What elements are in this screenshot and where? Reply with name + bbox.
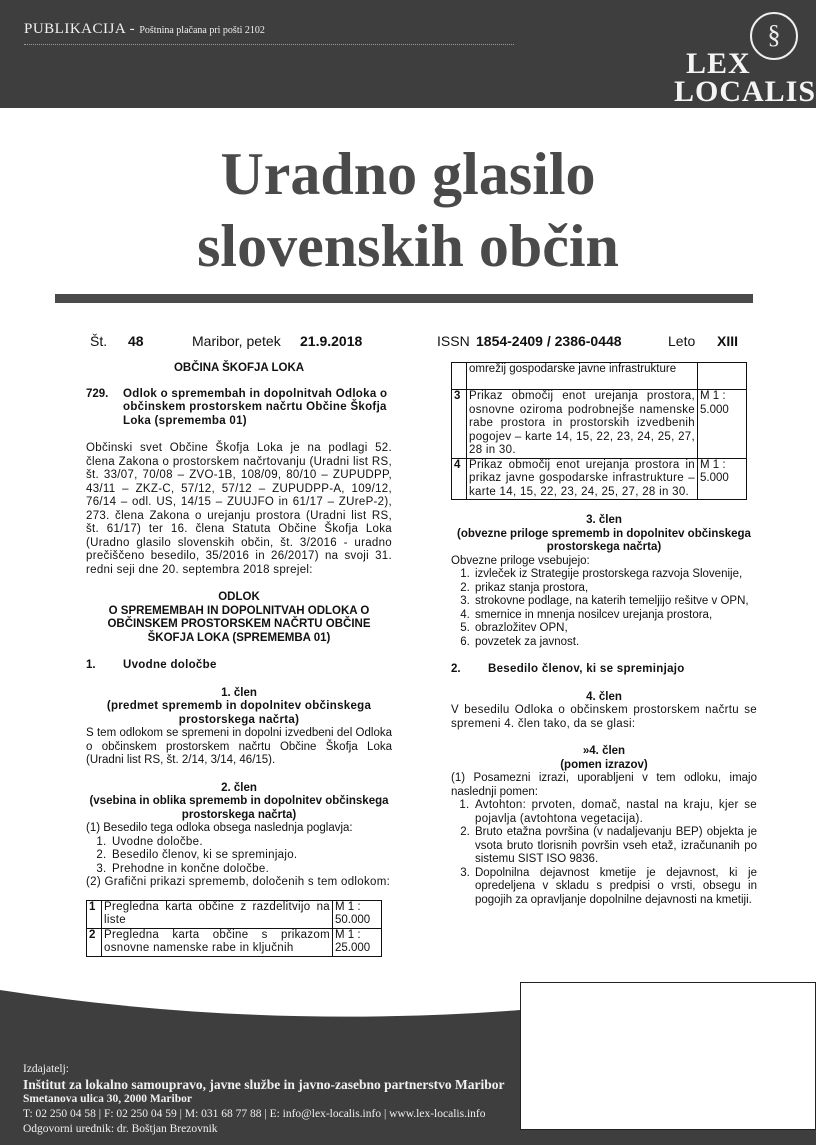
clen-1-text: S tem odlokom se spremeni in dopolni izvedbeni del Odloka o občinskem prostorskem načrtu Občine Škofja Loka (Uradni list RS, št. 2/14, 3/14, 46/15). <box>86 727 392 766</box>
list-item: 3. Dopolnilna dejavnost kmetije je dejavnost, ki je opredeljena v skladu s predpisi o vrsti, obsegu in pogojih za opravljanje dopolnilne dejavnosti na kmetiji. <box>473 867 757 908</box>
clen-2-subtitle: (vsebina in oblika sprememb in dopolnitev občinskega prostorskega načrta) <box>89 795 389 821</box>
table-row <box>452 458 747 500</box>
issn-label: ISSN <box>437 333 470 349</box>
issue-date: 21.9.2018 <box>300 333 363 349</box>
list-item: 2. Bruto etažna površina (v nadaljevanju BEP) objekta je vsota bruto tlorisnih površin vseh etaž, izračunanih po sistemu SIST ISO 9836. <box>473 826 757 867</box>
quoted-clen-4-title: »4. člen <box>582 745 626 757</box>
clen-3-subtitle: (obvezne priloge sprememb in dopolnitev občinskega prostorskega načrta) <box>457 527 751 553</box>
header-dotted-line <box>24 44 514 45</box>
clen-4-text: V besedilu Odloka o občinskem prostorskem načrtu se spremeni 4. člen tako, da se glasi: <box>451 704 757 730</box>
clen-4-title: 4. člen <box>586 690 622 703</box>
logo-localis: LOCALIS <box>674 75 816 108</box>
act-heading <box>86 388 392 429</box>
section-2-title: Besedilo členov, ki se spreminjajo <box>488 663 685 675</box>
leto-label: Leto <box>668 333 696 349</box>
publication-text: PUBLIKACIJA - <box>24 21 136 37</box>
list-item: 3. strokovne podlage, na katerih temeljijo rešitve v OPN, <box>473 595 757 609</box>
table-cell-description: Pregledna karta občine s prikazom osnovne namenske rabe in ključnih <box>102 928 333 956</box>
clen-1-title: 1. člen <box>221 686 257 699</box>
section-1-title: Uvodne določbe <box>123 659 217 671</box>
table-cell-scale: M 1 : 5.000 <box>698 458 747 500</box>
title-line-1: Uradno glasilo <box>220 141 596 207</box>
issue-st-label: Št. <box>90 333 108 349</box>
section-symbol: § <box>767 20 781 49</box>
odlok-subheading: O SPREMEMBAH IN DOPOLNITVAH ODLOKA O OBČINSKEM PROSTORSKEM NAČRTU OBČINE ŠKOFJA LOKA (SPREMEMBA 01) <box>107 604 371 644</box>
table-cell-scale <box>698 363 747 390</box>
table-cell-description: Prikaz območij enot urejanja prostora, osnovne oziroma podrobnejše namenske rabe prostora in prostorskih izvedbenih pogojev – karte 14, 15, 22, 23, 24, 25, 27, 28 in 30. <box>467 390 698 459</box>
table-cell-description: omrežij gospodarske javne infrastrukture <box>467 363 698 390</box>
publisher-label: Izdajatelj: <box>23 1063 69 1075</box>
clen-3-list <box>451 568 757 649</box>
table-row <box>452 390 747 459</box>
right-column <box>451 362 757 907</box>
clen-3-title: 3. člen <box>586 514 622 526</box>
section-2-number: 2. <box>451 663 461 675</box>
graphics-table-part-2 <box>451 362 747 500</box>
table-row <box>452 363 747 390</box>
publisher-name: Inštitut za lokalno samoupravo, javne službe in javno-zasebno partnerstvo Maribor <box>23 1077 505 1092</box>
table-cell-scale: M 1 : 5.000 <box>698 390 747 459</box>
list-item: 2. Besedilo členov, ki se spreminjajo. <box>110 849 392 863</box>
definitions-list <box>451 799 757 907</box>
title-rule <box>55 294 753 303</box>
table-row <box>87 900 382 928</box>
list-item: 4. smernice in mnenja nosilcev urejanja prostora, <box>473 609 757 623</box>
section-1-number: 1. <box>86 659 96 671</box>
title-line-2: slovenskih občin <box>197 213 619 279</box>
lex-localis-logo <box>672 12 816 108</box>
table-cell-scale: M 1 : 25.000 <box>333 928 382 956</box>
act-number: 729. <box>86 387 109 400</box>
publisher-contacts: T: 02 250 04 58 | F: 02 250 04 59 | M: 031 68 77 88 | E: info@lex-localis.info | www.lex-localis.info <box>23 1108 486 1120</box>
table-cell-description: Pregledna karta občine z razdelitvijo na liste <box>102 900 333 928</box>
left-column <box>86 362 392 957</box>
quoted-clen-4-paragraph: (1) Posamezni izrazi, uporabljeni v tem odloku, imajo naslednji pomen: <box>451 772 757 798</box>
table-cell-number: 2 <box>87 928 102 956</box>
issue-number: 48 <box>128 333 144 349</box>
page-title <box>0 138 816 282</box>
list-item: 2. prikaz stanja prostora, <box>473 582 757 596</box>
issn-value: 1854-2409 / 2386-0448 <box>476 333 622 349</box>
table-row <box>87 928 382 956</box>
list-item: 1. Uvodne določbe. <box>110 836 392 850</box>
table-cell-scale: M 1 : 50.000 <box>333 900 382 928</box>
leto-value: XIII <box>717 333 739 349</box>
list-item: 6. povzetek za javnost. <box>473 636 757 650</box>
postage-note: Poštnina plačana pri pošti 2102 <box>139 25 265 36</box>
issue-place: Maribor, petek <box>192 333 281 349</box>
clen-1-subtitle: (predmet sprememb in dopolnitev občinskega prostorskega načrta) <box>106 700 372 726</box>
act-title: Odlok o spremembah in dopolnitvah Odloka o občinskem prostorskem načrtu Občine Škofja Loka (sprememba 01) <box>123 387 388 427</box>
table-cell-number: 4 <box>452 458 467 500</box>
quoted-clen-4-subtitle: (pomen izrazov) <box>560 758 648 771</box>
list-item: 1. Avtohton: prvoten, domač, nastal na kraju, kjer se pojavlja (avtohtona vegetacija). <box>473 799 757 826</box>
municipality-heading: OBČINA ŠKOFJA LOKA <box>173 362 305 374</box>
publication-label <box>24 21 265 38</box>
clen-2-title: 2. člen <box>221 781 257 794</box>
logo-lex: LEX <box>686 47 751 80</box>
list-item: 5. obrazložitev OPN, <box>473 622 757 636</box>
clen-3-paragraph: Obvezne priloge vsebujejo: <box>451 554 590 567</box>
table-cell-number: 1 <box>87 900 102 928</box>
section-2-heading <box>451 663 757 677</box>
section-1-heading <box>86 659 392 673</box>
clen-2-paragraph-1: (1) Besedilo tega odloka obsega naslednja poglavja: <box>86 822 353 834</box>
table-cell-description: Prikaz območij enot urejanja prostora in prikaz javne gospodarske infrastrukture – karte 14, 15, 22, 23, 24, 25, 27, 28 in 30. <box>467 458 698 500</box>
list-item: 1. izvleček iz Strategije prostorskega razvoja Slovenije, <box>473 568 757 582</box>
clen-2-paragraph-2: (2) Grafični prikazi sprememb, določenih s tem odlokom: <box>86 876 391 888</box>
publisher-editor: Odgovorni urednik: dr. Boštjan Brezovnik <box>23 1123 218 1135</box>
odlok-heading: ODLOK <box>218 591 260 603</box>
list-item: 3. Prehodne in končne določbe. <box>110 863 392 877</box>
graphics-table-part-1 <box>86 900 382 957</box>
publisher-info <box>23 1062 505 1137</box>
table-cell-number <box>452 363 467 390</box>
white-box <box>520 982 816 1130</box>
publisher-address: Smetanova ulica 30, 2000 Maribor <box>23 1093 192 1105</box>
preamble-text: Občinski svet Občine Škofja Loka je na podlagi 52. člena Zakona o prostorskem načrtovanju (Uradni list RS, št. 33/07, 70/08 – ZVO-1B, 108/09, 80/10 – ZUPUDPP, 43/11 – ZKZ-C, 57/12, 57/12 – ZUPUDPP-A, 109/12, 76/14 – odl. US, 14/15 – ZUUJFO in 61/17 – ZUreP-2), 273. člena Zakona o urejanju prostora (Uradni list RS, št. 61/17) ter 16. člena Statuta Občine Škofja Loka (Uradno glasilo slovenskih občin, št. 3/2016 - uradno prečiščeno besedilo, 35/2016 in 26/2017) na svoji 31. redni seji dne 20. septembra 2018 sprejel: <box>86 442 392 576</box>
table-cell-number: 3 <box>452 390 467 459</box>
clen-2-list <box>86 836 392 877</box>
